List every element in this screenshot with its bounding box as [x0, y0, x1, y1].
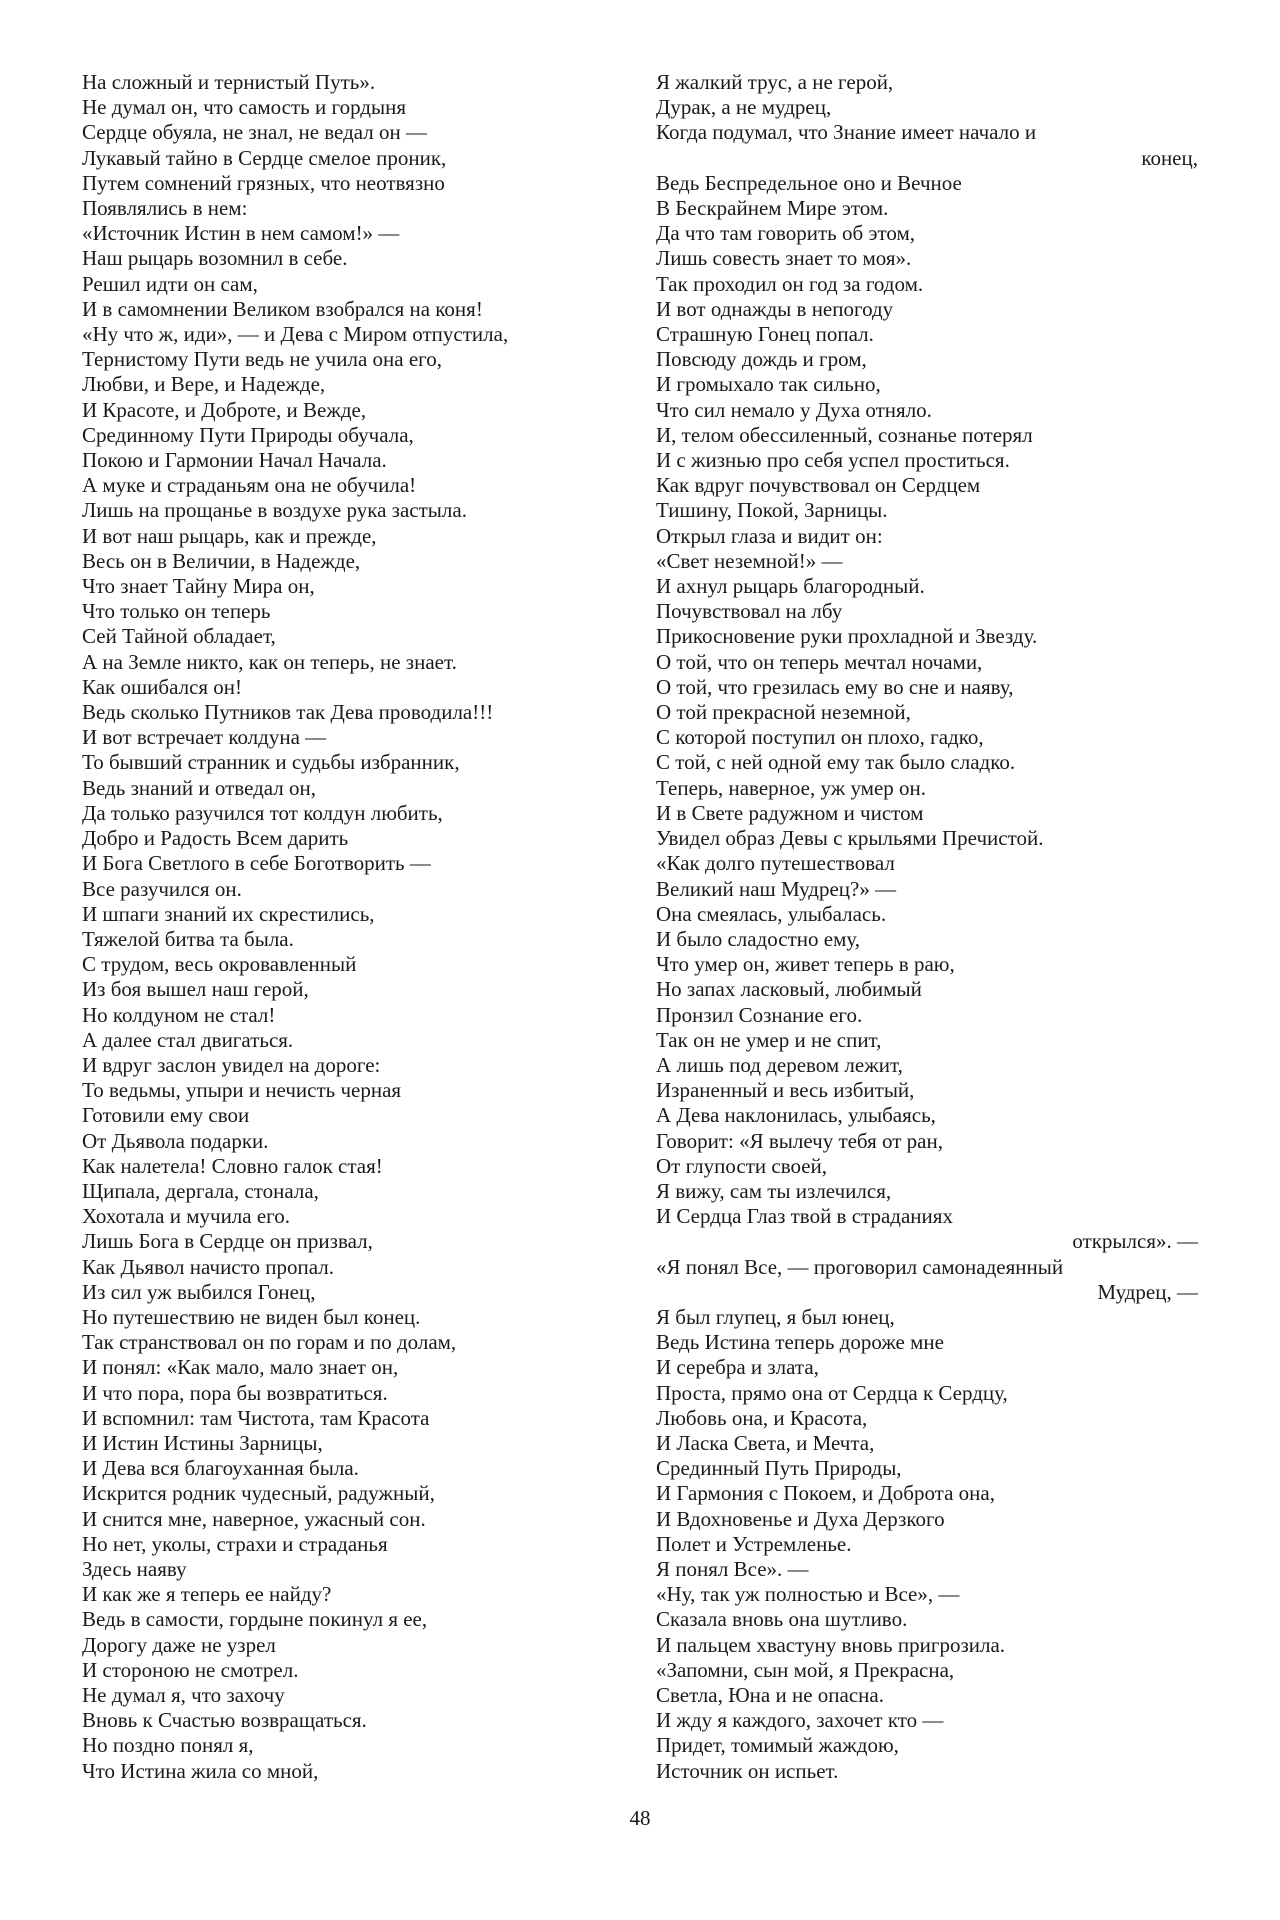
poem-line: Покою и Гармонии Начал Начала.: [82, 448, 387, 473]
poem-line: Но путешествию не виден был конец.: [82, 1304, 421, 1329]
poem-line: Любви, и Вере, и Надежде,: [82, 372, 326, 397]
poem-line: Увидел образ Девы с крыльями Пречистой.: [656, 826, 1044, 851]
poem-line: И, телом обессиленный, сознанье потерял: [656, 422, 1033, 447]
poem-line: И Ласка Света, и Мечта,: [656, 1430, 875, 1455]
poem-line: Прикосновение руки прохладной и Звезду.: [656, 624, 1038, 649]
poem-line: Путем сомнений грязных, что неотвязно: [82, 170, 445, 195]
poem-line: «Как долго путешествовал: [656, 851, 895, 876]
poem-line: Ведь сколько Путников так Дева проводила!!!: [82, 700, 494, 725]
poem-line: Лукавый тайно в Сердце смелое проник,: [82, 145, 447, 170]
poem-line: Светла, Юна и не опасна.: [656, 1683, 884, 1707]
poem-line: конец,: [1141, 145, 1198, 170]
poem-line: А на Земле никто, как он теперь, не знает.: [82, 649, 457, 674]
poem-line: Полет и Устремленье.: [656, 1531, 852, 1556]
poem-line: И Гармония с Покоем, и Доброта она,: [656, 1481, 995, 1506]
poem-line: О той прекрасной неземной,: [656, 700, 911, 725]
poem-line: Я был глупец, я был юнец,: [656, 1304, 895, 1329]
right-column: [656, 70, 1198, 1784]
poem-line: Великий наш Мудрец?» —: [656, 876, 897, 901]
poem-line: И пальцем хвастуну вновь пригрозила.: [656, 1632, 1006, 1657]
poem-line: Из сил уж выбился Гонец,: [82, 1279, 316, 1304]
poem-line: Источник он испьет.: [656, 1758, 839, 1783]
poem-line: Так он не умер и не спит,: [656, 1027, 882, 1052]
poem-line: Когда подумал, что Знание имеет начало и: [656, 120, 1037, 145]
poem-line: Так странствовал он по горам и по долам,: [82, 1330, 457, 1355]
poem-line: О той, что он теперь мечтал ночами,: [656, 649, 983, 674]
poem-line: А Дева наклонилась, улыбаясь,: [656, 1103, 936, 1128]
poem-line: Из боя вышел наш герой,: [82, 977, 309, 1002]
poem-line: Ведь знаний и отведал он,: [82, 775, 317, 800]
poem-line: Как налетела! Словно галок стая!: [82, 1153, 383, 1178]
poem-line: «Ну что ж, иди», — и Дева с Миром отпустила,: [82, 322, 509, 347]
poem-line: Пронзил Сознание его.: [656, 1002, 863, 1027]
poem-line: Лишь Бога в Сердце он призвал,: [82, 1229, 373, 1254]
poem-line: Страшную Гонец попал.: [656, 322, 874, 347]
poem-line: Срединному Пути Природы обучала,: [82, 422, 414, 447]
poem-line: И вспомнил: там Чистота, там Красота: [82, 1405, 430, 1430]
poem-line: «Я понял Все, — проговорил самонадеянный: [656, 1254, 1064, 1279]
poem-line: Что умер он, живет теперь в раю,: [656, 952, 955, 977]
poem-line: И понял: «Как мало, мало знает он,: [82, 1355, 399, 1380]
poem-line: И Истин Истины Зарницы,: [82, 1430, 323, 1455]
poem-line: Придет, томимый жаждою,: [656, 1733, 899, 1758]
poem-line: То ведьмы, упыри и нечисть черная: [82, 1078, 402, 1103]
poem-line: Наш рыцарь возомнил в себе.: [82, 246, 348, 271]
poem-line: А муке и страданьям она не обучила!: [82, 473, 417, 498]
poem-line: Но нет, уколы, страхи и страданья: [82, 1531, 388, 1556]
poem-line: Теперь, наверное, уж умер он.: [656, 775, 927, 800]
poem-line: И вот встречает колдуна —: [82, 725, 327, 750]
poem-line: От Дьявола подарки.: [82, 1128, 269, 1153]
poem-line: И ахнул рыцарь благородный.: [656, 574, 925, 599]
poem-line: Тишину, Покой, Зарницы.: [656, 498, 888, 523]
poem-line: Но колдуном не стал!: [82, 1002, 276, 1027]
poem-line: И серебра и злата,: [656, 1355, 819, 1380]
poem-line: Дурак, а не мудрец,: [656, 95, 832, 120]
poem-line: И Бога Светлого в себе Боготворить —: [82, 851, 431, 876]
poem-line: Ведь Беспредельное оно и Вечное: [656, 170, 962, 195]
poem-line: Вновь к Счастью возвращаться.: [82, 1708, 367, 1733]
poem-line: Не думал он, что самость и гордыня: [82, 95, 407, 120]
poem-line: Как вдруг почувствовал он Сердцем: [656, 473, 981, 498]
poem-line: То бывший странник и судьбы избранник,: [82, 750, 460, 775]
poem-line: открылся». —: [1072, 1229, 1198, 1254]
poem-line: Не думал я, что захочу: [82, 1683, 285, 1707]
poem-line: От глупости своей,: [656, 1153, 828, 1178]
poem-line: Да только разучился тот колдун любить,: [82, 800, 443, 825]
poem-line: Щипала, дергала, стонала,: [82, 1178, 319, 1203]
poem-line: И Сердца Глаз твой в страданиях: [656, 1204, 953, 1229]
poem-line: Да что там говорить об этом,: [656, 221, 915, 246]
poem-line: И шпаги знаний их скрестились,: [82, 901, 375, 926]
poem-line: Почувствовал на лбу: [656, 599, 843, 624]
poem-line: Я понял Все». —: [656, 1556, 809, 1581]
poem-line: Но поздно понял я,: [82, 1733, 254, 1758]
poem-line: «Запомни, сын мой, я Прекрасна,: [656, 1657, 955, 1682]
poem-line: И в самомнении Великом взобрался на коня!: [82, 296, 483, 321]
poem-line: И стороною не смотрел.: [82, 1657, 299, 1682]
poem-line: Проста, прямо она от Сердца к Сердцу,: [656, 1380, 1008, 1405]
poem-line: И вот наш рыцарь, как и прежде,: [82, 523, 377, 548]
poem-line: «Ну, так уж полностью и Все», —: [656, 1582, 960, 1607]
poem-line: Повсюду дождь и гром,: [656, 347, 867, 372]
poem-line: И как же я теперь ее найду?: [82, 1582, 332, 1607]
poem-line: Она смеялась, улыбалась.: [656, 901, 887, 926]
poem-line: С трудом, весь окровавленный: [82, 952, 357, 977]
poem-line: Добро и Радость Всем дарить: [82, 826, 349, 851]
poem-line: Я вижу, сам ты излечился,: [656, 1178, 892, 1203]
poem-line: В Бескрайнем Мире этом.: [656, 196, 889, 221]
poem-line: И вот однажды в непогоду: [656, 296, 894, 321]
poem-line: О той, что грезилась ему во сне и наяву,: [656, 674, 1014, 699]
poem-line: И снится мне, наверное, ужасный сон.: [82, 1506, 426, 1531]
poem-line: С той, с ней одной ему так было сладко.: [656, 750, 1016, 775]
poem-line: Что только он теперь: [82, 599, 271, 624]
poem-line: И с жизнью про себя успел проститься.: [656, 448, 1010, 473]
poem-line: Что знает Тайну Мира он,: [82, 574, 315, 599]
page-number: 48: [629, 1806, 651, 1830]
poem-line: И вдруг заслон увидел на дороге:: [82, 1052, 381, 1077]
poem-line: Тернистому Пути ведь не учила она его,: [82, 347, 442, 372]
poem-line: Решил идти он сам,: [82, 271, 258, 296]
poem-line: Говорит: «Я вылечу тебя от ран,: [656, 1128, 943, 1153]
poem-line: И было сладостно ему,: [656, 926, 861, 951]
poem-line: И жду я каждого, захочет кто —: [656, 1708, 944, 1733]
poem-line: С которой поступил он плохо, гадко,: [656, 725, 984, 750]
poem-line: Дорогу даже не узрел: [82, 1632, 276, 1657]
poem-line: Лишь на прощанье в воздухе рука застыла.: [82, 498, 467, 523]
poem-line: Сердце обуяла, не знал, не ведал он —: [82, 120, 428, 145]
poem-line: Я жалкий трус, а не герой,: [656, 70, 894, 94]
poem-line: Все разучился он.: [82, 876, 242, 901]
poem-line: И Вдохновенье и Духа Дерзкого: [656, 1506, 945, 1531]
left-column: [82, 70, 622, 1784]
poem-line: Так проходил он год за годом.: [656, 271, 924, 296]
poem-line: «Свет неземной!» —: [656, 548, 843, 573]
poem-line: Ведь в самости, гордыне покинул я ее,: [82, 1607, 428, 1632]
poem-line: «Источник Истин в нем самом!» —: [82, 221, 400, 246]
poem-line: Искрится родник чудесный, радужный,: [82, 1481, 435, 1506]
poem-line: Срединный Путь Природы,: [656, 1456, 902, 1481]
poem-line: Что сил немало у Духа отняло.: [656, 397, 932, 422]
poem-line: Израненный и весь избитый,: [656, 1078, 915, 1103]
poem-line: Здесь наяву: [82, 1556, 187, 1581]
poem-line: И в Свете радужном и чистом: [656, 800, 924, 825]
poem-line: Готовили ему свои: [82, 1103, 250, 1128]
poem-line: Как Дьявол начисто пропал.: [82, 1254, 334, 1279]
poem-line: Лишь совесть знает то моя».: [656, 246, 912, 271]
poem-line: Как ошибался он!: [82, 674, 243, 699]
poem-line: Хохотала и мучила его.: [82, 1204, 291, 1229]
poem-line: Любовь она, и Красота,: [656, 1405, 868, 1430]
poem-line: Появлялись в нем:: [82, 196, 248, 221]
poem-line: А далее стал двигаться.: [82, 1027, 294, 1052]
poem-line: Сказала вновь она шутливо.: [656, 1607, 908, 1632]
poem-line: Весь он в Величии, в Надежде,: [82, 548, 361, 573]
poem-line: Что Истина жила со мной,: [82, 1758, 319, 1783]
poem-line: И Дева вся благоуханная была.: [82, 1456, 359, 1481]
poem-line: Сей Тайной обладает,: [82, 624, 276, 649]
poem-line: И что пора, пора бы возвратиться.: [82, 1380, 388, 1405]
poem-line: И громыхало так сильно,: [656, 372, 881, 397]
poem-line: Открыл глаза и видит он:: [656, 523, 883, 548]
poem-line: А лишь под деревом лежит,: [656, 1052, 903, 1077]
poem-line: И Красоте, и Доброте, и Вежде,: [82, 397, 367, 422]
poem-line: На сложный и тернистый Путь».: [82, 70, 376, 94]
poem-line: Мудрец, —: [1097, 1279, 1198, 1304]
poem-line: Но запах ласковый, любимый: [656, 977, 922, 1002]
poem-line: Ведь Истина теперь дороже мне: [656, 1330, 944, 1355]
poem-line: Тяжелой битва та была.: [82, 926, 294, 951]
